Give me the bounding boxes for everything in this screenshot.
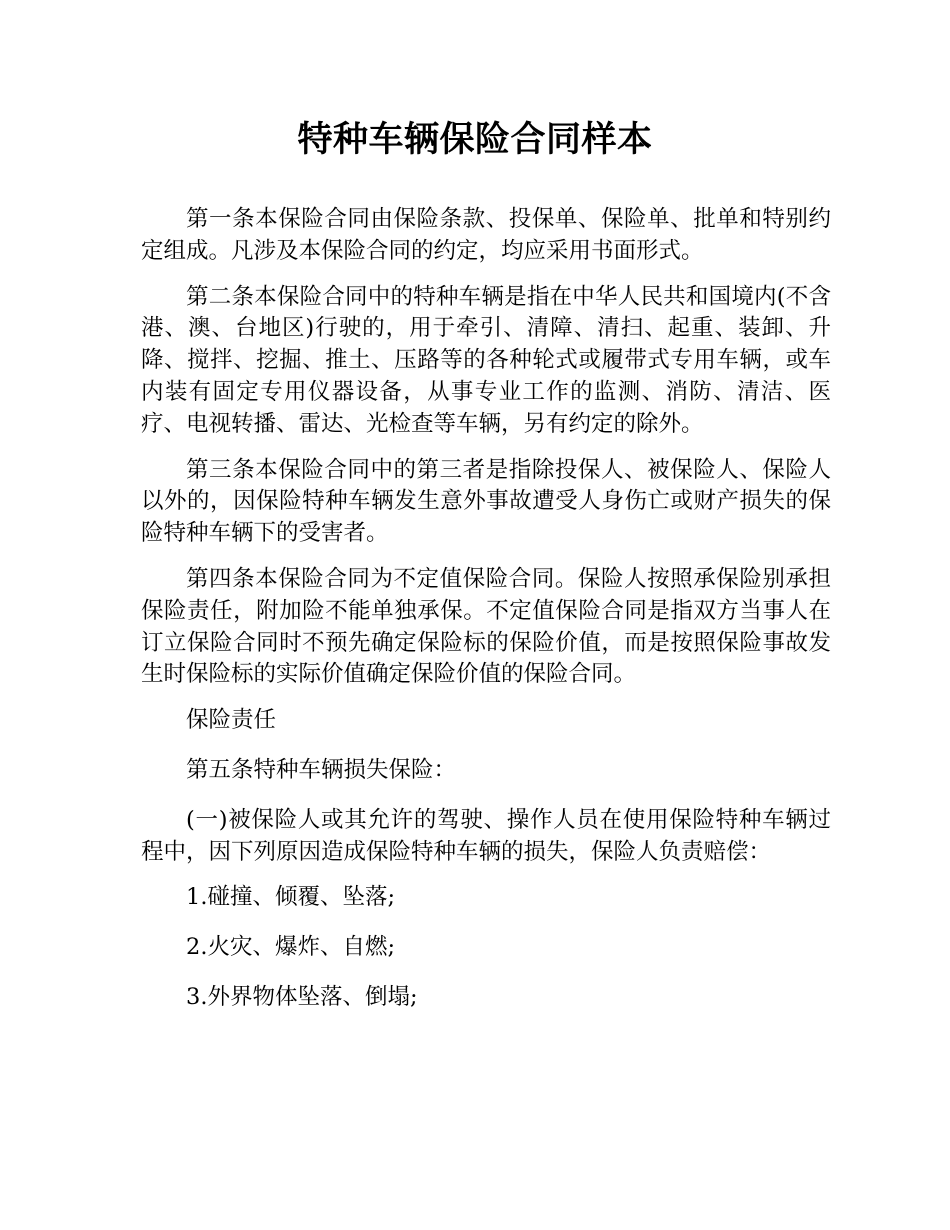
paragraph-article-4: 第四条本保险合同为不定值保险合同。保险人按照承保险别承担保险责任，附加险不能单独承保。不定值保险合同是指双方当事人在订立保险合同时不预先确定保险标的保险价值，而是按照保险事故发生时保险标的实际价值确定保险价值的保险合同。 bbox=[141, 565, 831, 688]
document-body bbox=[141, 204, 831, 1032]
section-heading-liability: 保险责任 bbox=[186, 707, 277, 734]
paragraph-article-3: 第三条本保险合同中的第三者是指除投保人、被保险人、保险人以外的，因保险特种车辆发生意外事故遭受人身伤亡或财产损失的保险特种车辆下的受害者。 bbox=[141, 456, 831, 547]
paragraph-article-5: 第五条特种车辆损失保险： bbox=[186, 756, 457, 783]
document-title: 特种车辆保险合同样本 bbox=[297, 120, 653, 160]
list-item-2: 2.火灾、爆炸、自燃; bbox=[186, 934, 396, 961]
paragraph-clause-1: (一)被保险人或其允许的驾驶、操作人员在使用保险特种车辆过程中，因下列原因造成保险特种车辆的损失，保险人负责赔偿： bbox=[141, 806, 831, 865]
paragraph-article-1: 第一条本保险合同由保险条款、投保单、保险单、批单和特别约定组成。凡涉及本保险合同的约定，均应采用书面形式。 bbox=[141, 206, 831, 264]
list-item-1: 1.碰撞、倾覆、坠落; bbox=[186, 884, 396, 911]
paragraph-article-2: 第二条本保险合同中的特种车辆是指在中华人民共和国境内(不含港、澳、台地区)行驶的，用于牵引、清障、清扫、起重、装卸、升降、搅拌、挖掘、推土、压路等的各种轮式或履带式专用车辆，或车内装有固定专用仪器设备，从事专业工作的监测、消防、清洁、医疗、电视转播、雷达、光检查等车辆，另有约定的除外。 bbox=[141, 283, 831, 437]
list-item-3: 3.外界物体坠落、倒塌; bbox=[186, 983, 418, 1010]
